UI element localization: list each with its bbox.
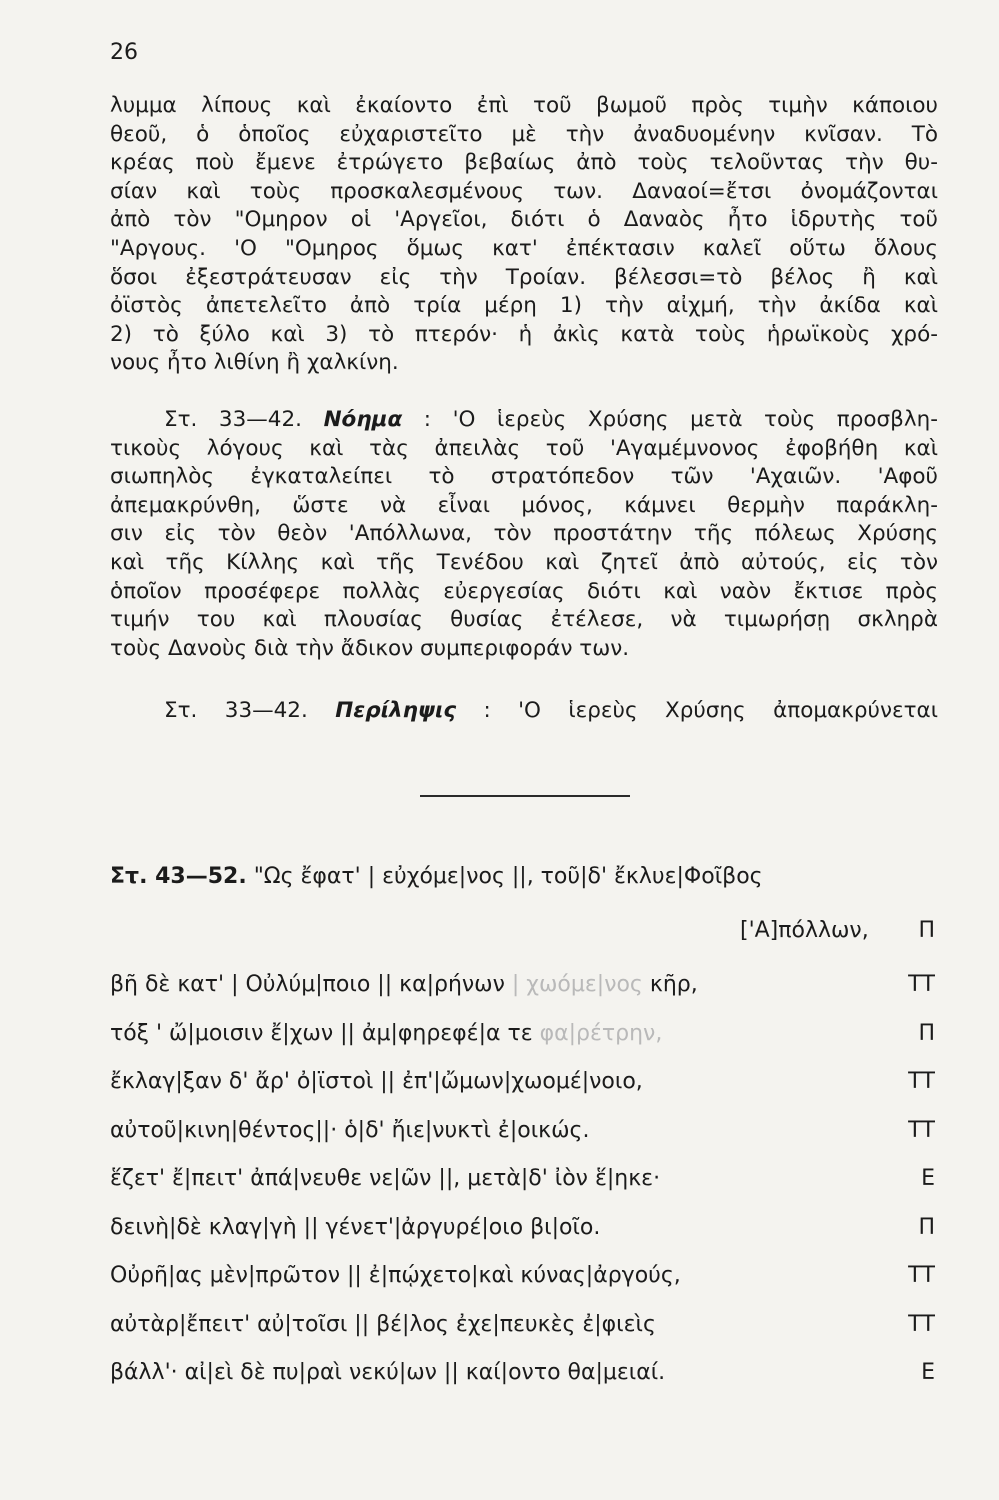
- text-line: καὶ τῆς Κίλλης καὶ τῆς Τενέδου καὶ ζητεῖ ἀπὸ αὐτούς, εἰς τὸν: [110, 549, 938, 575]
- verse-reference: Στ. 33—42.: [164, 698, 308, 723]
- section-label: Περίληψις: [335, 698, 457, 723]
- text-line: κρέας ποὺ ἔμενε ἐτρώγετο βεβαίως ἀπὸ τοὺς τελοῦντας τὴν θυ-: [110, 150, 938, 176]
- meter-mark: ΤΤ: [908, 972, 935, 997]
- text-line: ἀπὸ τὸν "Ομηρον οἱ 'Αργεῖοι, διότι ὁ Δαναὸς ἦτο ἱδρυτὴς τοῦ: [110, 207, 938, 233]
- verse-text: δεινὴ|δὲ κλαγ|γὴ || γένετ'|ἀργυρέ|οιο βι|οῖο.: [110, 1214, 601, 1240]
- verse-line: [110, 1215, 600, 1240]
- verse-text: Οὐρῆ|ας μὲν|πρῶτον || ἐ|πῴχετο|καὶ κύνας|ἀργούς,: [110, 1263, 681, 1288]
- verse-text: αὐτοῦ|κινη|θέντος||· ὁ|δ' ἤιε|νυκτὶ ἐ|οικώς.: [110, 1117, 590, 1143]
- text-line: ἀπεμακρύνθη, ὥστε νὰ εἶναι μόνος, κάμνει θερμὴν παράκλη-: [110, 492, 938, 518]
- meter-mark: ΤΤ: [908, 1069, 935, 1094]
- commentary-paragraph-1: [110, 92, 938, 378]
- faded-verse-text: | χωόμε|νος: [511, 972, 643, 997]
- text-line: λυμμα λίπους καὶ ἐκαίοντο ἐπὶ τοῦ βωμοῦ πρὸς τιμὴν κάποιου: [110, 93, 938, 118]
- meter-mark: ΤΤ: [908, 1263, 935, 1288]
- faded-verse-text: φα|ρέτρην,: [539, 1020, 663, 1046]
- page-number: 26: [110, 40, 138, 65]
- text-line: τοὺς Δανοὺς διὰ τὴν ἄδικον συμπεριφοράν των.: [110, 635, 630, 661]
- text-line: [110, 406, 938, 435]
- verse-line: [110, 1118, 589, 1143]
- perilepsis-paragraph: [110, 697, 938, 726]
- meter-mark: Π: [918, 1214, 935, 1240]
- verse-text: κῆρ,: [642, 972, 698, 997]
- verse-line: [110, 1069, 643, 1094]
- noema-paragraph: [110, 406, 938, 663]
- verse-line: [110, 972, 698, 997]
- verse-reference: Στ. 43—52.: [110, 864, 247, 889]
- verse-text: βῆ δὲ κατ' | Οὐλύμ|ποιο || κα|ρήνων: [110, 972, 512, 997]
- verse-line: [110, 1021, 662, 1046]
- verse-line: [110, 1360, 665, 1385]
- section-label: Νόημα: [323, 407, 403, 432]
- meter-mark: ΤΤ: [908, 1311, 935, 1337]
- text-line: 2) τὸ ξύλο καὶ 3) τὸ πτερόν· ἡ ἀκὶς κατὰ τοὺς ἡρωϊκοὺς χρό-: [110, 321, 938, 347]
- text-line: νους ἦτο λιθίνη ἢ χαλκίνη.: [110, 350, 399, 376]
- text-fragment: : 'Ο ἱερεὺς Χρύσης μετὰ τοὺς προσβλη-: [402, 407, 938, 432]
- verse-text: τόξ ' ὤ|μοισιν ἔ|χων || ἀμ|φηρεφέ|α τε: [110, 1020, 540, 1046]
- verse-text: βάλλ'· αἰ|εὶ δὲ πυ|ραὶ νεκύ|ων || καί|οντο θα|μειαί.: [110, 1360, 666, 1385]
- meter-mark: Ε: [921, 1360, 935, 1385]
- text-line: [110, 697, 938, 726]
- verse-line: [110, 1263, 681, 1288]
- verse-text: ἕζετ' ἔ|πειτ' ἀπά|νευθε νε|ῶν ||, μετὰ|δ' ἰὸν ἕ|ηκε·: [110, 1166, 661, 1191]
- verse-reference: Στ. 33—42.: [164, 407, 302, 432]
- text-line: ὀϊστὸς ἀπετελεῖτο ἀπὸ τρία μέρη 1) τὴν αἰχμή, τὴν ἀκίδα καὶ: [110, 293, 938, 319]
- verse-first-line: "Ως ἔφατ' | εὐχόμε|νος ||, τοῦ|δ' ἔκλυε|Φοῖβος: [253, 864, 763, 889]
- text-line: "Αργους. 'Ο "Ομηρος ὅμως κατ' ἐπέκτασιν καλεῖ οὕτω ὅλους: [110, 235, 938, 261]
- text-line: σιν εἰς τὸν θεὸν 'Απόλλωνα, τὸν προστάτην τῆς πόλεως Χρύσης: [110, 521, 938, 547]
- meter-mark: ΤΤ: [908, 1117, 935, 1143]
- text-line: ὁποῖον προσέφερε πολλὰς εὐεργεσίας διότι καὶ ναὸν ἔκτισε πρὸς: [110, 578, 938, 604]
- text-line: σιωπηλὸς ἐγκαταλείπει τὸ στρατόπεδον τῶν 'Αχαιῶν. 'Αφοῦ: [110, 464, 938, 490]
- meter-mark: Ε: [921, 1166, 935, 1191]
- verse-heading-line: [110, 864, 930, 889]
- meter-mark: Π: [918, 918, 935, 943]
- text-line: σίαν καὶ τοὺς προσκαλεσμένους των. Δαναοί=ἔτσι ὀνομάζονται: [110, 178, 938, 204]
- verse-line: [110, 1166, 660, 1191]
- verse-continuation: ['Α]πόλλων,: [740, 918, 869, 943]
- verse-line: [110, 1312, 656, 1337]
- verse-text: ἔκλαγ|ξαν δ' ἄρ' ὀ|ϊστοὶ || ἐπ'|ὤμων|χωομέ|νοιο,: [110, 1069, 643, 1094]
- text-fragment: : 'Ο ἱερεὺς Χρύσης ἀπομακρύνεται: [456, 698, 938, 723]
- text-line: τικοὺς λόγους καὶ τὰς ἀπειλὰς τοῦ 'Αγαμέμνονος ἐφοβήθη καὶ: [110, 435, 938, 461]
- meter-mark: Π: [918, 1020, 935, 1046]
- section-divider: [420, 795, 630, 797]
- text-line: τιμήν του καὶ πλουσίας θυσίας ἐτέλεσε, νὰ τιμωρήσῃ σκληρὰ: [110, 607, 938, 633]
- text-line: ὅσοι ἐξεστράτευσαν εἰς τὴν Τροίαν. βέλεσσι=τὸ βέλος ἢ καὶ: [110, 264, 938, 290]
- text-line: θεοῦ, ὁ ὁποῖος εὐχαριστεῖτο μὲ τὴν ἀναδυομένην κνῖσαν. Τὸ: [110, 121, 938, 147]
- verse-text: αὐτὰρ|ἔπειτ' αὐ|τοῖσι || βέ|λος ἐχε|πευκὲς ἐ|φιεὶς: [110, 1311, 656, 1337]
